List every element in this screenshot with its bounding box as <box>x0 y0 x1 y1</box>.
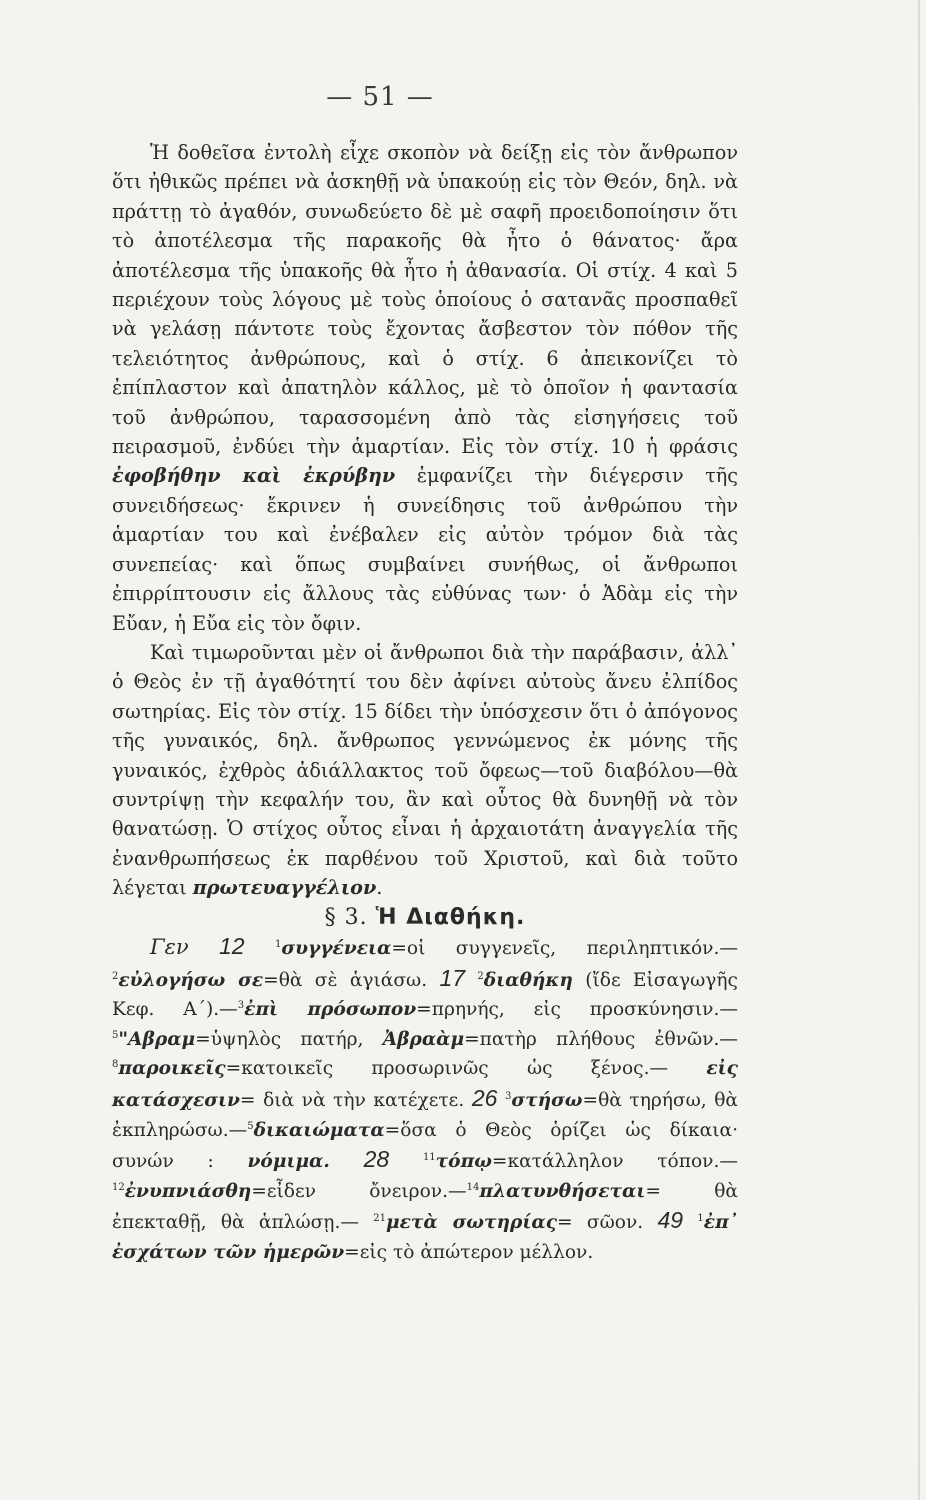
definition: = σῶον. <box>557 1212 644 1234</box>
verse-notes <box>112 932 738 1268</box>
headword: συγγένεια <box>281 937 392 959</box>
definition: = θὰ ἐπεκταθῇ, θὰ ἁπλώσῃ.— <box>112 1180 738 1234</box>
definition: =οἱ συγγενεῖς, περιληπτικόν.— <box>391 937 738 959</box>
book-abbrev: Γεν <box>150 934 189 959</box>
verse-num: 2 <box>477 970 484 982</box>
verse-num: 8 <box>112 1059 119 1071</box>
verse-num: 12 <box>112 1181 125 1193</box>
headword: νόμιμα. <box>247 1151 330 1173</box>
verse-num: 5 <box>247 1120 254 1132</box>
verse-num: 1 <box>274 938 282 950</box>
headword: "Αβραμ <box>118 1028 196 1050</box>
headword: Ἀβραὰμ <box>382 1028 465 1050</box>
headword: ἐπὶ πρόσωπον <box>244 999 417 1021</box>
headword: διαθήκη <box>483 969 573 991</box>
definition: = διὰ νὰ τὴν κατέχετε. <box>239 1089 465 1111</box>
headword: εἰς κατάσχεσιν <box>112 1058 738 1111</box>
headword: παροικεῖς <box>118 1058 226 1080</box>
verse-num: 2 <box>112 970 119 982</box>
definition: =κατοικεῖς προσωρινῶς ὡς ξένος.— <box>225 1058 669 1080</box>
verse-num: 21 <box>373 1213 386 1225</box>
definition: =θὰ σὲ ἁγιάσω. <box>263 969 428 991</box>
paragraph-text: . <box>376 876 383 900</box>
definition: =ὅσα ὁ Θεὸς ὁρίζει ὡς δίκαια· συνών : <box>112 1119 738 1173</box>
chapter-ref: 26 <box>471 1084 498 1111</box>
headword: εὐλογήσω σε <box>118 969 264 991</box>
headword: δικαιώματα <box>253 1119 385 1141</box>
verse-num: 11 <box>422 1151 436 1163</box>
emphasized-phrase: ἐφοβήθην καὶ ἐκρύβην <box>112 464 396 488</box>
paragraph-text: Καὶ τιμωροῦνται μὲν οἱ ἄνθρωποι διὰ τὴν παράβασιν, ἀλλ᾽ ὁ Θεὸς ἐν τῇ ἀγαθότητί του δὲν ἀφίνει αὐτοὺς ἄνευ ἐλπίδος σωτηρίας. Εἰς τὸν στίχ. 15 δίδει τὴν ὑπόσχεσιν ὅτι ὁ ἀπόγονος τῆς γυναικός, δηλ. ἄνθρωπος γεννώμενος ἐκ μόνης τῆς γυναικός, ἐχθρὸς ἀδιάλλακτος τοῦ ὄφεως—τοῦ διαβόλου—θὰ συντρίψῃ τὴν κεφαλήν του, ἂν καὶ οὗτος θὰ δυνηθῇ νὰ τὸν θανατώσῃ. Ὁ στίχος οὗτος εἶναι ἡ ἀρχαιοτάτη ἀναγγελία τῆς ἐνανθρωπήσεως ἐκ παρθένου τοῦ Χριστοῦ, καὶ διὰ τοῦτο λέγεται <box>112 640 738 900</box>
verse-num: 14 <box>466 1181 480 1193</box>
commentary-paragraph-1 <box>112 138 738 638</box>
chapter-ref: 17 <box>439 964 466 991</box>
verse-num: 3 <box>237 999 245 1011</box>
page-body <box>112 138 738 1268</box>
commentary-paragraph-2 <box>112 638 738 903</box>
headword: πλατυνθήσεται <box>479 1180 646 1202</box>
section-heading <box>112 903 738 932</box>
verse-num: 5 <box>112 1029 119 1041</box>
headword: τόπῳ <box>435 1151 492 1173</box>
verse-num: 1 <box>697 1213 704 1225</box>
definition: =πατὴρ πλήθους ἐθνῶν.— <box>464 1028 739 1050</box>
paragraph-text: Ἡ δοθεῖσα ἐντολὴ εἶχε σκοπὸν νὰ δείξῃ εἰς τὸν ἄνθρωπον ὅτι ἠθικῶς πρέπει νὰ ἀσκηθῇ νὰ ὑπακούῃ εἰς τὸν Θεόν, δηλ. νὰ πράττῃ τὸ ἀγαθόν, συνωδεύετο δὲ μὲ σαφῆ προειδοποίησιν ὅτι τὸ ἀποτέλεσμα τῆς παρακοῆς θὰ ἦτο ὁ θάνατος· ἄρα ἀποτέλεσμα τῆς ὑπακοῆς θὰ ἦτο ἡ ἀθανασία. Οἱ στίχ. 4 καὶ 5 περιέχουν τοὺς λόγους μὲ τοὺς ὁποίους ὁ σατανᾶς προσπαθεῖ νὰ γελάσῃ πάντοτε τοὺς ἔχοντας ἄσβεστον τὸν πόθον τῆς τελειότητος ἀνθρώπους, καὶ ὁ στίχ. 6 ἀπεικονίζει τὸ ἐπίπλαστον καὶ ἀπατηλὸν κάλλος, μὲ τὸ ὁποῖον ἡ φαντασία τοῦ ἀνθρώπου, ταρασσομένη ἀπὸ τὰς εἰσηγήσεις τοῦ πειρασμοῦ, ἐνδύει τὴν ἁμαρτίαν. Εἰς τὸν στίχ. 10 ἡ φράσις <box>112 141 738 459</box>
emphasized-term: πρωτευαγγέλιον <box>192 876 377 900</box>
page-edge-shadow <box>918 0 920 1500</box>
headword: μετὰ σωτηρίας <box>386 1212 558 1234</box>
definition: =εἶδεν ὄνειρον.— <box>251 1180 467 1202</box>
definition: =κατάλληλον τόπον.— <box>491 1151 738 1173</box>
section-number: § 3. <box>324 904 368 930</box>
page-number: — 51 — <box>326 82 434 112</box>
chapter-ref: 12 <box>219 932 245 959</box>
chapter-ref: 28 <box>363 1146 390 1173</box>
definition: =εἰς τὸ ἀπώτερον μέλλον. <box>344 1241 594 1263</box>
headword: ἐνυπνιάσθη <box>124 1180 252 1202</box>
headword: ἐπ᾽ ἐσχάτων τῶν ἡμερῶν <box>112 1212 738 1263</box>
paragraph-text: ἐμφανίζει τὴν διέγερσιν τῆς συνειδήσεως· ἔκρινεν ἡ συνείδησις τοῦ ἀνθρώπου τὴν ἁμαρτίαν του καὶ ἐνέβαλεν εἰς αὐτὸν τρόμον διὰ τὰς συνεπείας· καὶ ὅπως συμβαίνει συνήθως, οἱ ἄνθρωποι ἐπιρρίπτουσιν εἰς ἄλλους τὰς εὐθύνας των· ὁ Ἀδὰμ εἰς τὴν Εὔαν, ἡ Εὔα εἰς τὸν ὄφιν. <box>112 464 738 635</box>
definition: =θὰ τηρήσω, θὰ ἐκπληρώσω.— <box>112 1089 738 1141</box>
chapter-ref: 49 <box>657 1207 684 1234</box>
section-title: Ἡ Διαθήκη. <box>375 904 526 930</box>
headword: στήσω <box>511 1089 583 1111</box>
verse-num: 3 <box>504 1090 512 1102</box>
definition: =πρηνής, εἰς προσκύνησιν.— <box>416 999 738 1021</box>
definition: (ἴδε Εἰσαγωγῆς Κεφ. Α΄).— <box>112 969 738 1021</box>
definition: =ὑψηλὸς πατήρ, <box>195 1028 364 1050</box>
